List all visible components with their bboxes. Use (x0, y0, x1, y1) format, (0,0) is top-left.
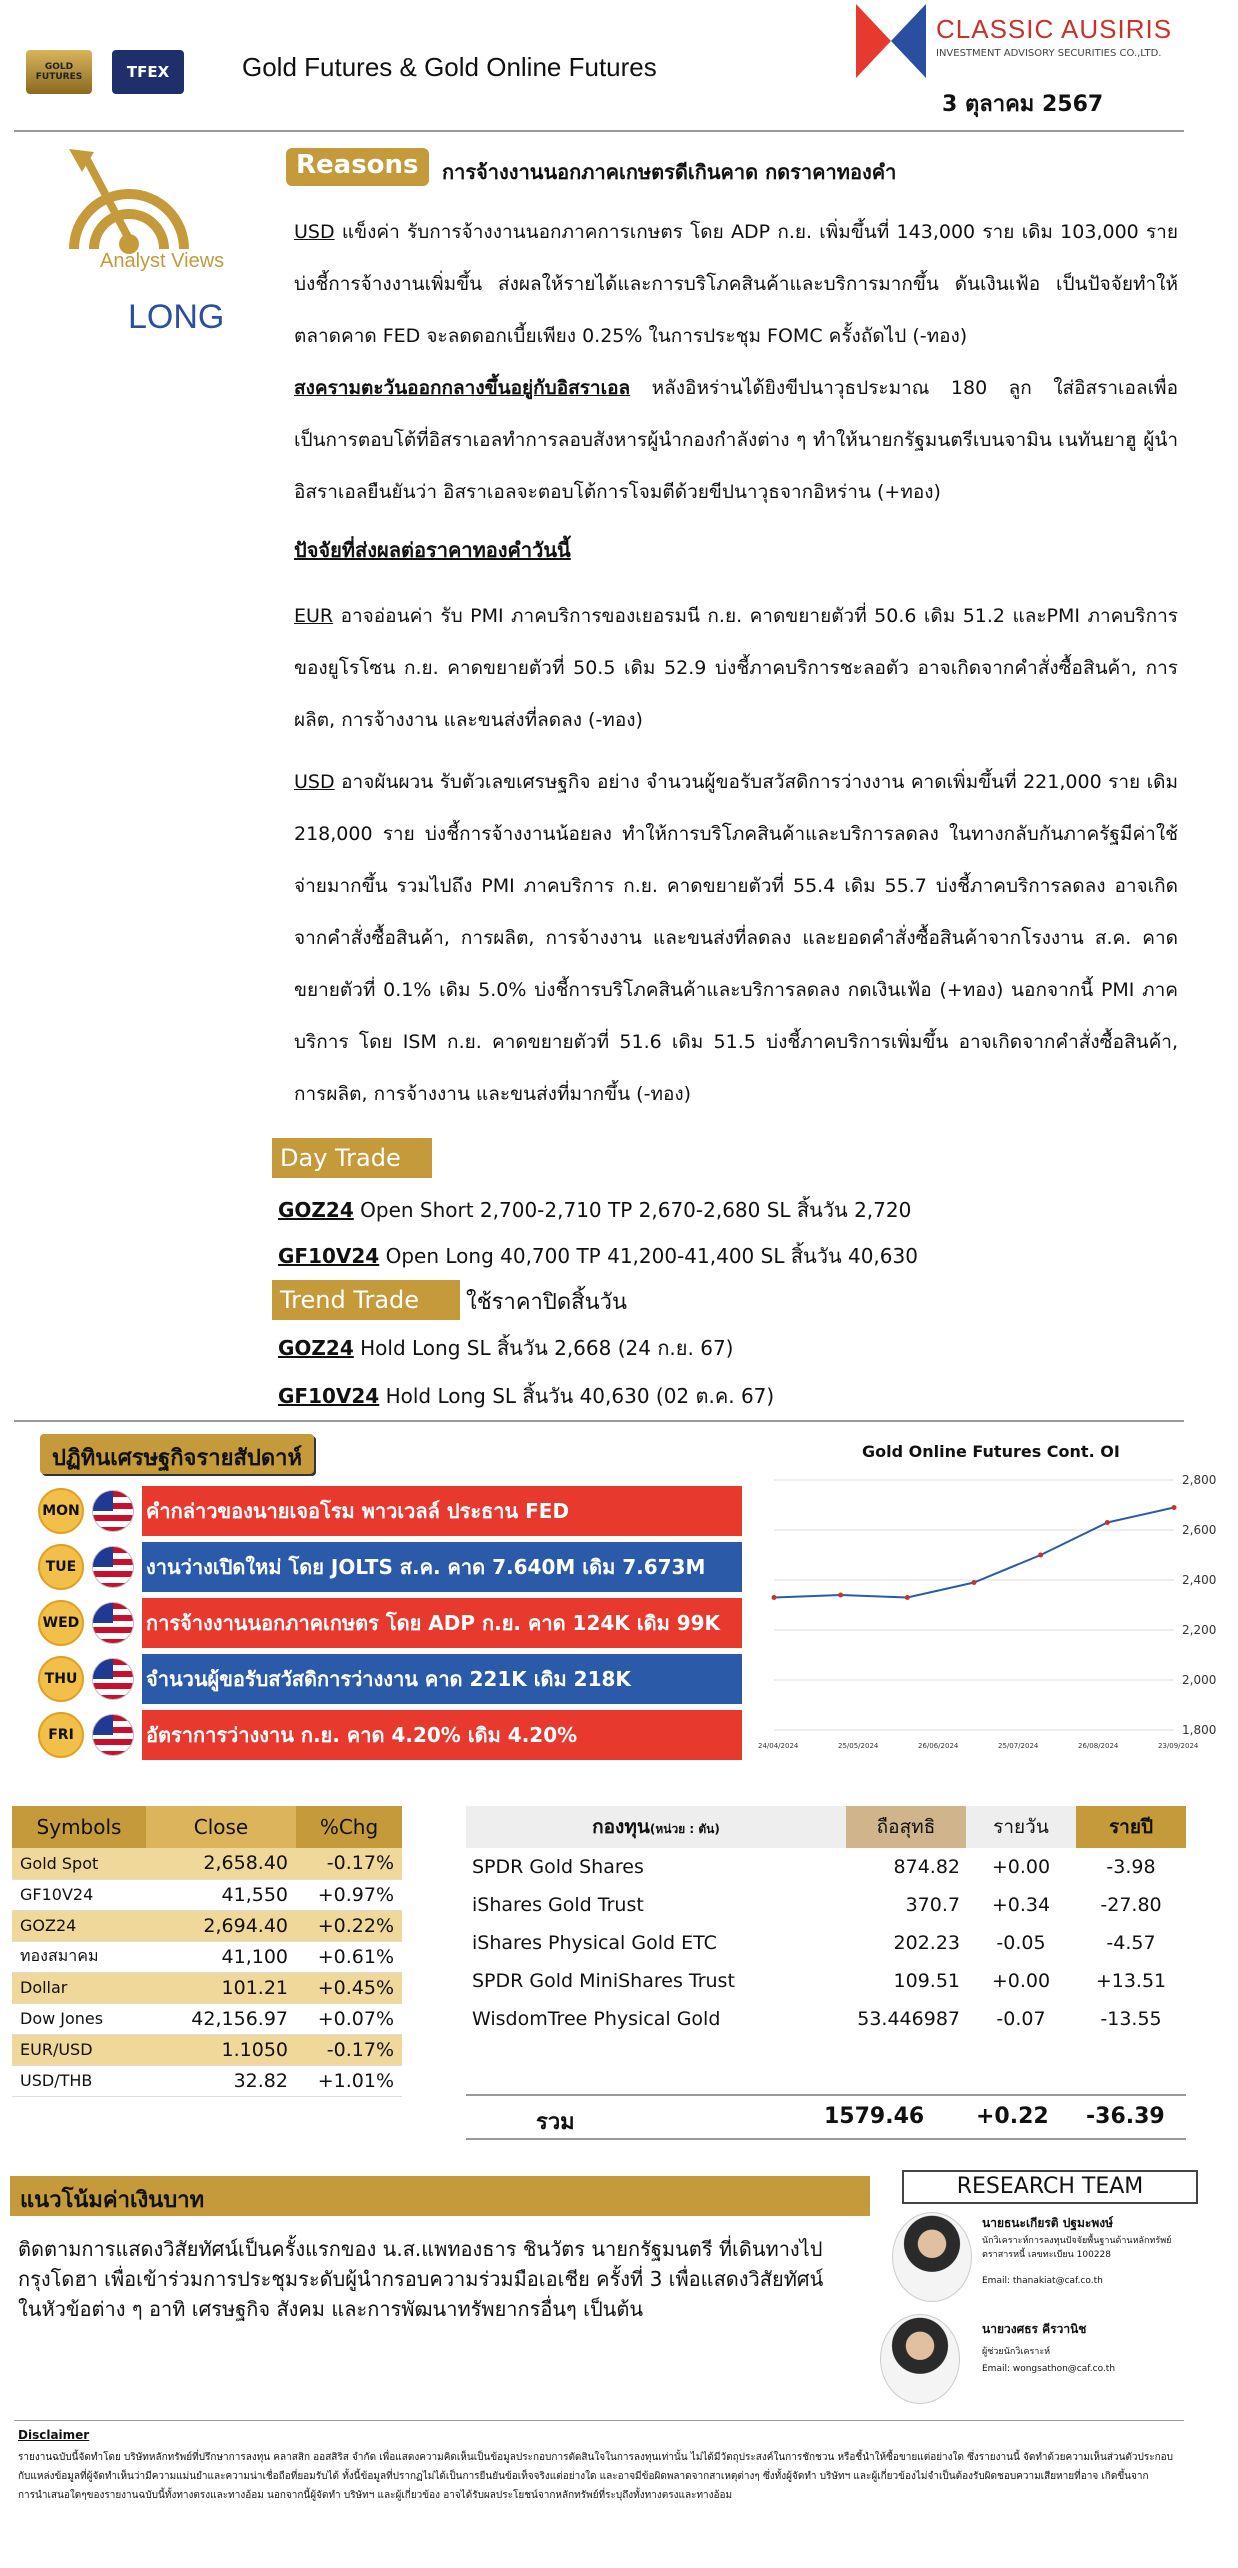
market-change: +1.01% (296, 2065, 402, 2096)
market-symbol: USD/THB (12, 2065, 146, 2096)
chart-x-tick: 24/04/2024 (758, 1742, 799, 1750)
reason-paragraph-1 (294, 206, 1178, 362)
market-symbol: Dow Jones (12, 2003, 146, 2034)
brand-subtitle: INVESTMENT ADVISORY SECURITIES CO.,LTD. (936, 48, 1162, 59)
chart-point (1105, 1520, 1110, 1525)
market-symbol: EUR/USD (12, 2034, 146, 2065)
chart-y-tick: 2,200 (1182, 1623, 1217, 1637)
market-close: 41,100 (146, 1941, 296, 1972)
etf-day: +0.00 (991, 1856, 1051, 1878)
reason-2-text: หลังอิหร่านได้ยิงขีปนาวุธประมาณ 180 ลูก ใส่อิสราเอลเพื่อเป็นการตอบโต้ที่อิสราเอลทำการลอบสังหารผู้นำกองกำลังต่าง ๆ ทำให้นายกรัฐมนตรีเบนจามิน เนทันยาฮู ผู้นำอิสราเอลยืนยันว่า อิสราเอลจะตอบโต้การโจมตีด้วยขีปนาวุธจากอิหร่าน (+ทอง) (294, 377, 1178, 503)
trend-trade-note: ใช้ราคาปิดสิ้นวัน (466, 1290, 628, 1315)
calendar-row (30, 1486, 750, 1536)
trend-trade-line-1 (278, 1332, 733, 1364)
etf-header-year: รายปี (1076, 1806, 1186, 1848)
etf-year: -13.55 (1100, 2008, 1162, 2030)
brand-logo-mark-icon (856, 4, 926, 78)
market-change: +0.22% (296, 1910, 402, 1941)
etf-day: +0.00 (991, 1970, 1051, 1992)
etf-row (466, 2000, 1186, 2038)
market-table-wrap (12, 1806, 402, 2097)
chart-x-tick: 25/07/2024 (998, 1742, 1039, 1750)
etf-header-unit: (หน่วย : ตัน) (649, 1822, 720, 1836)
etf-fund-name: iShares Physical Gold ETC (472, 1932, 717, 1954)
factor-1-text: อาจอ่อนค่า รับ PMI ภาคบริการของเยอรมนี ก.ย. คาดขยายตัวที่ 50.6 เดิม 51.2 และPMI ภาคบริการของยูโรโซน ก.ย. คาดขยายตัวที่ 50.5 เดิม 52.9 บ่งชี้ภาคบริการชะลอตัว อาจเกิดจากคำสั่งซื้อสินค้า, การผลิต, การจ้างงาน และขนส่งที่ลดลง (-ทอง) (294, 605, 1178, 731)
day-trade-1-text: Open Short 2,700-2,710 TP 2,670-2,680 SL สิ้นวัน 2,720 (360, 1198, 912, 1222)
calendar-row (30, 1598, 750, 1648)
reasons-headline: การจ้างงานนอกภาคเกษตรดีเกินคาด กดราคาทองคำ (442, 160, 897, 184)
market-row (12, 2065, 402, 2096)
market-row (12, 1910, 402, 1941)
market-close: 42,156.97 (146, 2003, 296, 2034)
day-trade-1-symbol: GOZ24 (278, 1198, 354, 1222)
etf-row (466, 1886, 1186, 1924)
calendar-event: จำนวนผู้ขอรับสวัสดิการว่างงาน คาด 221K เดิม 218K (142, 1654, 742, 1704)
calendar-event: อัตราการว่างงาน ก.ย. คาด 4.20% เดิม 4.20% (142, 1710, 742, 1760)
etf-total-row (466, 2094, 1186, 2140)
analyst-target-icon (64, 144, 194, 254)
calendar-event: คำกล่าวของนายเจอโรม พาวเวลล์ ประธาน FED (142, 1486, 742, 1536)
calendar-day: TUE (38, 1544, 84, 1590)
market-symbol: Dollar (12, 1972, 146, 2003)
market-change: -0.17% (296, 2034, 402, 2065)
etf-header-day: รายวัน (966, 1806, 1076, 1848)
baht-text: ติดตามการแสดงวิสัยทัศน์เป็นครั้งแรกของ น.ส.แพทองธาร ชินวัตร นายกรัฐมนตรี ที่เดินทางไปกรุงโดฮา เพื่อเข้าร่วมการประชุมระดับผู้นำกรอบความร่วมมือเอเชีย ครั้งที่ 3 เพื่อแสดงวิสัยทัศน์ ในหัวข้อต่าง ๆ อาทิ เศรษฐกิจ สังคม และการพัฒนาทรัพยากรอื่นๆ เป็นต้น (18, 2237, 824, 2321)
etf-header-fund (466, 1806, 846, 1848)
etf-total-hold: 1579.46 (824, 2104, 925, 2129)
calendar-event: งานว่างเปิดใหม่ โดย JOLTS ส.ค. คาด 7.640M เดิม 7.673M (142, 1542, 742, 1592)
page-title: Gold Futures & Gold Online Futures (242, 52, 657, 82)
market-header-close: Close (146, 1806, 296, 1848)
day-trade-2-text: Open Long 40,700 TP 41,200-41,400 SL สิ้นวัน 40,630 (385, 1244, 918, 1268)
trend-trade-tag: Trend Trade (272, 1280, 460, 1320)
etf-year: -3.98 (1106, 1856, 1156, 1878)
tfex-logo-text: TFEX (126, 63, 170, 81)
chart-point (1172, 1505, 1177, 1510)
chart-x-tick: 26/06/2024 (918, 1742, 959, 1750)
etf-fund-name: WisdomTree Physical Gold (472, 2008, 721, 2030)
research-member-2-email: Email: wongsathon@caf.co.th (982, 2364, 1116, 2374)
disclaimer-divider (14, 2420, 1184, 2421)
calendar-event: การจ้างงานนอกภาคเกษตร โดย ADP ก.ย. คาด 124K เดิม 99K (142, 1598, 742, 1648)
trend-trade-line-2 (278, 1380, 774, 1412)
disclaimer-text: รายงานฉบับนี้จัดทำโดย บริษัทหลักทรัพย์ที่ปรึกษาการลงทุน คลาสสิก ออสสิริส จำกัด เพื่อแสดงความคิดเห็นเป็นข้อมูลประกอบการตัดสินใจในการลงทุนเท่านั้น ไม่ได้มีวัตถุประสงค์ในการชักชวน หรือชี้นำให้ซื้อขายแต่อย่างใด ซึ่งรายงานนี้ จัดทำด้วยความเห็นส่วนตัวประกอบกับแหล่งข้อมูลที่ผู้จัดทำเห็นว่ามีความแม่นยำและความน่าเชื่อถือที่ยอมรับได้ ทั้งนี้ข้อมูลที่ปรากฏไม่ได้เป็นการยืนยันข้อเท็จจริงแต่อย่างใด และอาจมีข้อผิดพลาดจากสาเหตุต่างๆ ซึ่งทั้งผู้จัดทำ บริษัทฯ และผู้เกี่ยวข้องไม่จำเป็นต้องรับผิดชอบความเสียหายที่อาจ เกิดขึ้นจากการนำเสนอใดๆของรายงานฉบับนี้ทั้งทางตรงและทางอ้อม นอกจากนี้ผู้จัดทำ บริษัทฯ และผู้เกี่ยวข้อง อาจได้รับผลประโยชน์จากหลักทรัพย์ที่ระบุถึงทั้งทางตรงและทางอ้อม (18, 2452, 1174, 2501)
etf-hold: 874.82 (893, 1856, 960, 1878)
chart-y-tick: 1,800 (1182, 1723, 1217, 1737)
market-close: 32.82 (146, 2065, 296, 2096)
brand-logo (856, 4, 926, 78)
market-change: -0.17% (296, 1848, 402, 1879)
gold-futures-logo-text: GOLD FUTURES (35, 62, 83, 82)
reason-1-lead: USD (294, 221, 335, 243)
trend-trade-1-text: Hold Long SL สิ้นวัน 2,668 (24 ก.ย. 67) (360, 1336, 734, 1360)
trend-trade-1-symbol: GOZ24 (278, 1336, 354, 1360)
market-header-chg: %Chg (296, 1806, 402, 1848)
factor-1-lead: EUR (294, 605, 334, 627)
day-trade-2-symbol: GF10V24 (278, 1244, 380, 1268)
report-date: 3 ตุลาคม 2567 (942, 92, 1104, 117)
oi-line-chart (756, 1470, 1226, 1770)
etf-year: +13.51 (1095, 1970, 1167, 1992)
etf-day: +0.34 (991, 1894, 1051, 1916)
us-flag-icon (92, 1714, 134, 1756)
market-header-symbol: Symbols (12, 1806, 146, 1848)
calendar-day: MON (38, 1488, 84, 1534)
market-row (12, 2034, 402, 2065)
market-change: +0.45% (296, 1972, 402, 2003)
market-row (12, 1879, 402, 1910)
us-flag-icon (92, 1658, 134, 1700)
chart-title: Gold Online Futures Cont. OI (862, 1442, 1120, 1461)
reason-2-lead: สงครามตะวันออกกลางขึ้นอยู่กับอิสราเอล (294, 377, 631, 399)
market-symbol: GOZ24 (12, 1910, 146, 1941)
chart-y-tick: 2,800 (1182, 1473, 1217, 1487)
etf-header-row (466, 1806, 1186, 1848)
market-change: +0.61% (296, 1941, 402, 1972)
etf-hold: 53.446987 (857, 2008, 960, 2030)
trade-divider (14, 1420, 1184, 1422)
gold-futures-logo (26, 50, 92, 94)
reason-paragraph-2 (294, 362, 1178, 518)
trend-trade-2-text: Hold Long SL สิ้นวัน 40,630 (02 ต.ค. 67) (385, 1384, 775, 1408)
baht-title: แนวโน้มค่าเงินบาท (10, 2176, 870, 2216)
calendar-row (30, 1654, 750, 1704)
market-change: +0.97% (296, 1879, 402, 1910)
chart-x-tick: 26/08/2024 (1078, 1742, 1119, 1750)
factor-2-lead: USD (294, 771, 335, 793)
chart-point (905, 1595, 910, 1600)
calendar-title: ปฏิทินเศรษฐกิจรายสัปดาห์ (40, 1434, 314, 1474)
etf-year: -27.80 (1100, 1894, 1162, 1916)
factor-paragraph-1 (294, 590, 1178, 746)
calendar-day: THU (38, 1656, 84, 1702)
research-member-2-avatar (880, 2314, 960, 2404)
market-header-row (12, 1806, 402, 1848)
factor-2-text: อาจผันผวน รับตัวเลขเศรษฐกิจ อย่าง จำนวนผู้ขอรับสวัสดิการว่างงาน คาดเพิ่มขึ้นที่ 221,000 ราย เดิม 218,000 ราย บ่งชี้การจ้างงานน้อยลง ทำให้การบริโภคสินค้าและบริการลดลง ในทางกลับกันภาครัฐมีค่าใช้จ่ายมากขึ้น รวมไปถึง PMI ภาคบริการ ก.ย. คาดขยายตัวที่ 55.4 เดิม 55.7 บ่งชี้ภาคบริการลดลง อาจเกิดจากคำสั่งซื้อสินค้า, การผลิต, การจ้างงาน และขนส่งที่ลดลง และยอดคำสั่งซื้อสินค้าจากโรงงาน ส.ค. คาดขยายตัวที่ 0.1% เดิม 5.0% บ่งชี้การบริโภคสินค้าและบริการลดลง กดเงินเฟ้อ (+ทอง) นอกจากนี้ PMI ภาคบริการ โดย ISM ก.ย. คาดขยายตัวที่ 51.6 เดิม 51.5 บ่งชี้ภาคบริการเพิ่มขึ้น อาจเกิดจากคำสั่งซื้อสินค้า, การผลิต, การจ้างงาน และขนส่งที่มากขึ้น (-ทอง) (294, 771, 1179, 1105)
market-table (12, 1806, 402, 2097)
chart-x-tick: 23/09/2024 (1158, 1742, 1199, 1750)
market-row (12, 1848, 402, 1879)
chart-y-tick: 2,400 (1182, 1573, 1217, 1587)
calendar-day: FRI (38, 1712, 84, 1758)
market-close: 2,694.40 (146, 1910, 296, 1941)
etf-day: -0.07 (996, 2008, 1046, 2030)
us-flag-icon (92, 1546, 134, 1588)
market-change: +0.07% (296, 2003, 402, 2034)
etf-hold: 370.7 (905, 1894, 960, 1916)
factor-paragraph-2 (294, 756, 1178, 1120)
calendar-day: WED (38, 1600, 84, 1646)
etf-year: -4.57 (1106, 1932, 1156, 1954)
reasons-tag: Reasons (286, 148, 429, 186)
us-flag-icon (92, 1602, 134, 1644)
analyst-views-label: Analyst Views (100, 250, 225, 272)
etf-header-fund-text: กองทุน (592, 1816, 650, 1838)
etf-row (466, 1848, 1186, 1886)
analyst-view-value: LONG (128, 298, 225, 336)
day-trade-line-1 (278, 1194, 911, 1226)
research-member-2-name: นายวงศธร คีรวานิช (982, 2322, 1087, 2336)
etf-hold: 109.51 (893, 1970, 960, 1992)
day-trade-line-2 (278, 1240, 918, 1272)
etf-table (466, 1806, 1186, 2038)
chart-point (838, 1593, 843, 1598)
research-member-1-role: นักวิเคราะห์การลงทุนปัจจัยพื้นฐานด้านหลักทรัพย์ ตราสารหนี้ เลขทะเบียน 100228 (982, 2236, 1172, 2260)
research-member-2-role: ผู้ช่วยนักวิเคราะห์ (982, 2347, 1051, 2357)
market-close: 2,658.40 (146, 1848, 296, 1879)
factors-title: ปัจจัยที่ส่งผลต่อราคาทองคำวันนี้ (294, 538, 571, 562)
chart-point (1038, 1553, 1043, 1558)
disclaimer-title: Disclaimer (18, 2428, 90, 2442)
etf-header-hold: ถือสุทธิ (846, 1806, 966, 1848)
day-trade-tag: Day Trade (272, 1138, 432, 1178)
etf-total-day: +0.22 (976, 2104, 1049, 2129)
market-symbol: GF10V24 (12, 1879, 146, 1910)
research-member-1-avatar (892, 2212, 972, 2302)
market-close: 101.21 (146, 1972, 296, 2003)
etf-total-year: -36.39 (1086, 2104, 1165, 2129)
brand-name: CLASSIC AUSIRIS (936, 14, 1173, 44)
market-symbol: Gold Spot (12, 1848, 146, 1879)
chart-x-tick: 25/05/2024 (838, 1742, 879, 1750)
chart-point (972, 1580, 977, 1585)
chart-y-tick: 2,000 (1182, 1673, 1217, 1687)
header-divider (14, 130, 1184, 132)
tfex-logo (112, 50, 184, 94)
chart-point (772, 1595, 777, 1600)
chart-y-tick: 2,600 (1182, 1523, 1217, 1537)
calendar-row (30, 1710, 750, 1760)
market-row (12, 1972, 402, 2003)
etf-row (466, 1962, 1186, 2000)
etf-total-label: รวม (536, 2110, 575, 2135)
research-member-1-name: นายธนะเกียรติ ปฐมะพงษ์ (982, 2216, 1114, 2230)
market-symbol: ทองสมาคม (12, 1941, 146, 1972)
market-close: 1.1050 (146, 2034, 296, 2065)
etf-table-wrap (466, 1806, 1186, 2038)
etf-fund-name: SPDR Gold Shares (472, 1856, 644, 1878)
market-row (12, 2003, 402, 2034)
etf-hold: 202.23 (893, 1932, 960, 1954)
etf-day: -0.05 (996, 1932, 1046, 1954)
etf-fund-name: SPDR Gold MiniShares Trust (472, 1970, 735, 1992)
research-team-title: RESEARCH TEAM (902, 2170, 1198, 2204)
us-flag-icon (92, 1490, 134, 1532)
calendar-row (30, 1542, 750, 1592)
etf-row (466, 1924, 1186, 1962)
market-close: 41,550 (146, 1879, 296, 1910)
etf-fund-name: iShares Gold Trust (472, 1894, 644, 1916)
reason-1-text: แข็งค่า รับการจ้างงานนอกภาคการเกษตร โดย ADP ก.ย. เพิ่มขึ้นที่ 143,000 ราย เดิม 103,000 ราย บ่งชี้การจ้างงานเพิ่มขึ้น ส่งผลให้รายได้และการบริโภคสินค้าและบริการมากขึ้น ดันเงินเฟ้อ เป็นปัจจัยทำให้ตลาดคาด FED จะลดดอกเบี้ยเพียง 0.25% ในการประชุม FOMC ครั้งถัดไป (-ทอง) (294, 221, 1178, 347)
trend-trade-2-symbol: GF10V24 (278, 1384, 380, 1408)
market-row (12, 1941, 402, 1972)
research-member-1-email: Email: thanakiat@caf.co.th (982, 2276, 1103, 2286)
